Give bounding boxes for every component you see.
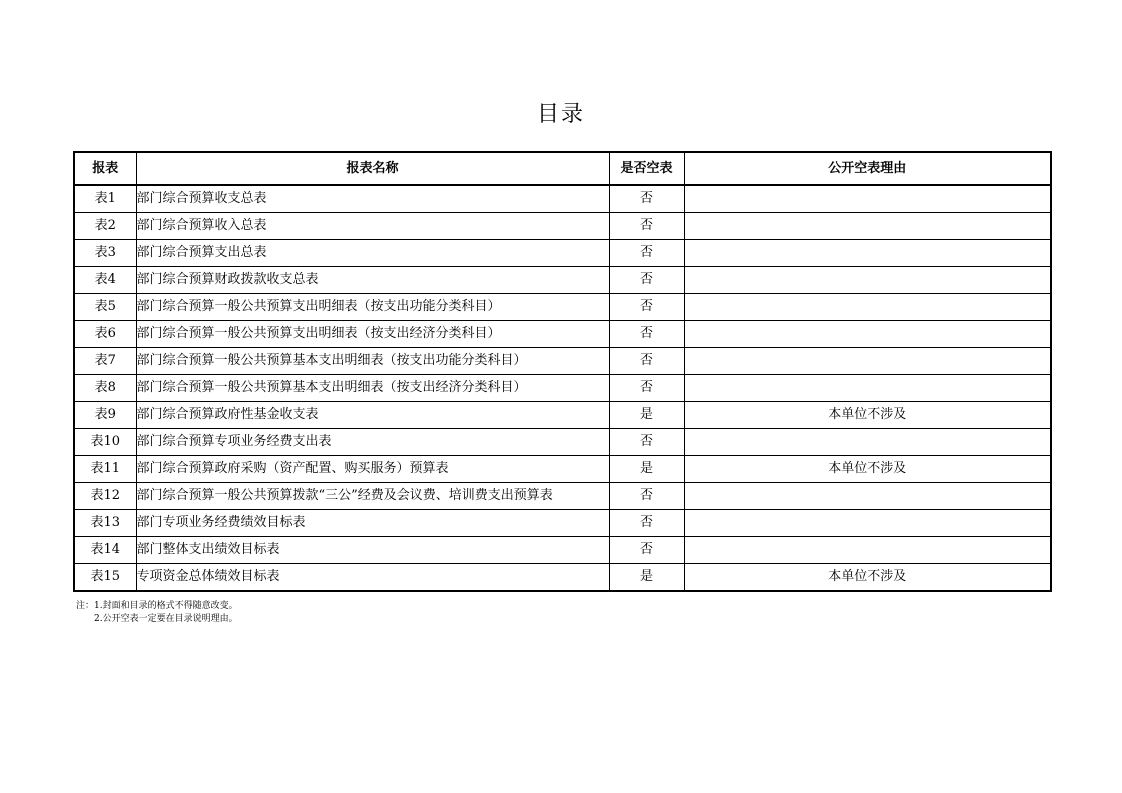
table-row [74, 213, 1051, 240]
cell-reason: 本单位不涉及 [684, 456, 1051, 483]
cell-reason [684, 185, 1051, 213]
cell-is-empty: 否 [609, 321, 684, 348]
cell-name: 部门综合预算政府性基金收支表 [136, 402, 609, 429]
cell-name: 部门综合预算支出总表 [136, 240, 609, 267]
table-row [74, 402, 1051, 429]
cell-reason [684, 348, 1051, 375]
cell-is-empty: 否 [609, 294, 684, 321]
cell-code: 表4 [74, 267, 136, 294]
header-code: 报表 [74, 152, 136, 185]
cell-reason: 本单位不涉及 [684, 564, 1051, 592]
cell-is-empty: 否 [609, 483, 684, 510]
table-row [74, 456, 1051, 483]
table-of-contents [73, 151, 1052, 592]
cell-name: 部门综合预算收入总表 [136, 213, 609, 240]
table-row [74, 483, 1051, 510]
cell-code: 表1 [74, 185, 136, 213]
header-reason: 公开空表理由 [684, 152, 1051, 185]
cell-code: 表10 [74, 429, 136, 456]
cell-code: 表14 [74, 537, 136, 564]
cell-name: 部门综合预算一般公共预算基本支出明细表（按支出功能分类科目） [136, 348, 609, 375]
cell-reason [684, 267, 1051, 294]
cell-is-empty: 否 [609, 213, 684, 240]
cell-name: 部门综合预算一般公共预算基本支出明细表（按支出经济分类科目） [136, 375, 609, 402]
table-row [74, 429, 1051, 456]
cell-name: 部门综合预算收支总表 [136, 185, 609, 213]
notes [76, 600, 238, 626]
cell-code: 表2 [74, 213, 136, 240]
table-row [74, 564, 1051, 592]
cell-is-empty: 否 [609, 429, 684, 456]
cell-reason [684, 294, 1051, 321]
cell-is-empty: 否 [609, 510, 684, 537]
cell-is-empty: 是 [609, 402, 684, 429]
cell-reason [684, 375, 1051, 402]
cell-name: 部门专项业务经费绩效目标表 [136, 510, 609, 537]
note-line-1: 注：1.封面和目录的格式不得随意改变。 [76, 601, 238, 611]
table-row [74, 375, 1051, 402]
header-is-empty: 是否空表 [609, 152, 684, 185]
cell-name: 部门综合预算一般公共预算支出明细表（按支出功能分类科目） [136, 294, 609, 321]
cell-code: 表12 [74, 483, 136, 510]
cell-is-empty: 否 [609, 348, 684, 375]
table-row [74, 185, 1051, 213]
cell-code: 表13 [74, 510, 136, 537]
cell-name: 部门综合预算一般公共预算拨款“三公”经费及会议费、培训费支出预算表 [136, 483, 609, 510]
cell-name: 部门综合预算专项业务经费支出表 [136, 429, 609, 456]
cell-is-empty: 否 [609, 267, 684, 294]
table-row [74, 510, 1051, 537]
table-row [74, 267, 1051, 294]
header-name: 报表名称 [136, 152, 609, 185]
cell-name: 部门整体支出绩效目标表 [136, 537, 609, 564]
table-row [74, 321, 1051, 348]
cell-is-empty: 是 [609, 564, 684, 592]
cell-is-empty: 否 [609, 537, 684, 564]
table-row [74, 294, 1051, 321]
cell-is-empty: 否 [609, 240, 684, 267]
cell-reason: 本单位不涉及 [684, 402, 1051, 429]
cell-reason [684, 321, 1051, 348]
table-row [74, 240, 1051, 267]
cell-is-empty: 否 [609, 185, 684, 213]
cell-reason [684, 429, 1051, 456]
cell-name: 部门综合预算一般公共预算支出明细表（按支出经济分类科目） [136, 321, 609, 348]
table-row [74, 348, 1051, 375]
cell-reason [684, 483, 1051, 510]
cell-reason [684, 240, 1051, 267]
cell-code: 表7 [74, 348, 136, 375]
cell-is-empty: 否 [609, 375, 684, 402]
page-title: 目录 [536, 102, 585, 127]
table-body [74, 185, 1051, 591]
cell-name: 部门综合预算财政拨款收支总表 [136, 267, 609, 294]
cell-code: 表6 [74, 321, 136, 348]
table-header-row [74, 152, 1051, 185]
cell-code: 表3 [74, 240, 136, 267]
note-line-2: 2.公开空表一定要在目录说明理由。 [94, 614, 238, 624]
cell-code: 表15 [74, 564, 136, 592]
cell-name: 部门综合预算政府采购（资产配置、购买服务）预算表 [136, 456, 609, 483]
cell-name: 专项资金总体绩效目标表 [136, 564, 609, 592]
cell-code: 表9 [74, 402, 136, 429]
cell-reason [684, 510, 1051, 537]
cell-reason [684, 213, 1051, 240]
table-row [74, 537, 1051, 564]
cell-code: 表11 [74, 456, 136, 483]
cell-code: 表5 [74, 294, 136, 321]
cell-code: 表8 [74, 375, 136, 402]
cell-is-empty: 是 [609, 456, 684, 483]
cell-reason [684, 537, 1051, 564]
